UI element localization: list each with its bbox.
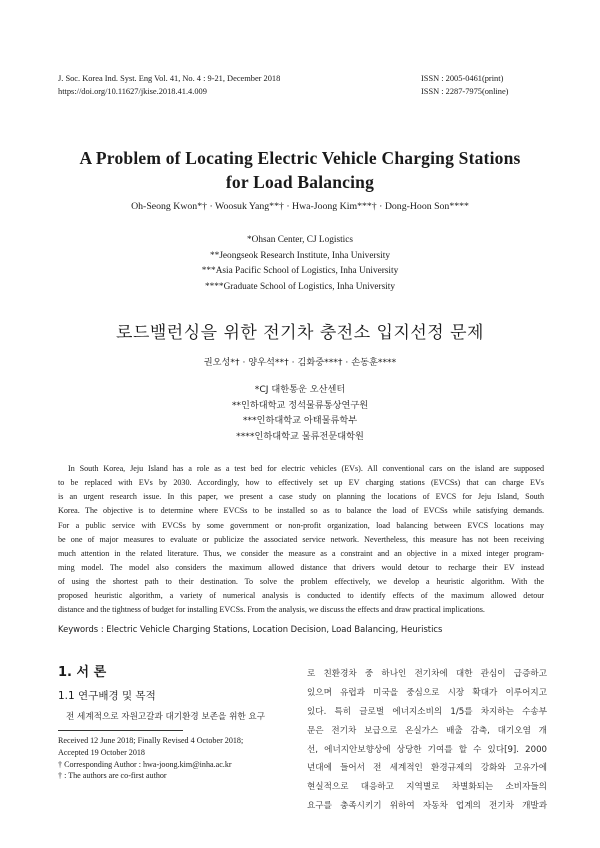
affiliation: *Ohsan Center, CJ Logistics (246, 235, 353, 245)
korean-title: 로드밸런싱을 위한 전기차 충전소 입지선정 문제 (116, 323, 484, 343)
body-line: 전 세계적으로 자원고갈과 대기환경 보존을 위한 요구 (66, 712, 266, 722)
body-line: 선, 에너지안보향상에 상당한 기여를 할 수 있다[9]. 2000 (307, 744, 547, 755)
section-heading: 1. 서 론 (58, 665, 107, 680)
footnote-line: Received 12 June 2018; Finally Revised 4 October 2018; (58, 736, 244, 745)
abstract-line: For a public service with EVCSs by some government or non-profit organization, load balancing between EVCS locations may (58, 520, 544, 530)
korean-affiliation: **인하대학교 정석물류통상연구원 (231, 399, 369, 411)
body-line: 문은 전기차 보급으로 온실가스 배출 감축, 대기오염 개 (307, 725, 547, 736)
abstract-line: to be replaced with EVs by 2030. Accordingly, how to effectively set up EV charging stations (EVCSs) that can charge EVs (58, 478, 544, 488)
paper-title-line-2: for Load Balancing (225, 172, 375, 192)
abstract-line: of using the shortest path to their destination. To solve the problem effectively, we develop a heuristic algorithm. With the (58, 577, 544, 587)
body-line: 요구를 충족시키기 위하여 자동차 업계의 전기차 개발과 (307, 801, 547, 812)
doi-link[interactable]: https://doi.org/10.11627/jkise.2018.41.4.009 (58, 86, 207, 96)
korean-author-list: 권오성*† · 양우석**† · 김화중***† · 손동훈**** (203, 357, 397, 368)
left-column-text (58, 710, 298, 722)
subsection-heading: 1.1 연구배경 및 목적 (58, 690, 156, 702)
footnote-line: † Corresponding Author : hwa-joong.kim@inha.ac.kr (58, 759, 232, 769)
footnotes (58, 735, 243, 782)
journal-citation: J. Soc. Korea Ind. Syst. Eng Vol. 41, No. 4 : 9-21, December 2018 (58, 74, 281, 83)
affiliation: ***Asia Pacific School of Logistics, Inha University (201, 266, 399, 276)
affiliation: ****Graduate School of Logistics, Inha University (204, 281, 396, 292)
footnote-line: † : The authors are co-first author (58, 771, 167, 781)
body-line: 현실적으로 대응하고 지역별로 차별화되는 소비자들의 (307, 782, 547, 793)
abstract-line: In South Korea, Jeju Island has a role as a test bed for electric vehicles (EVs). All conventional cars on the island are supposed (68, 464, 544, 473)
paper-title (0, 146, 600, 194)
body-line: 있으며 유럽과 미국을 중심으로 시장 확대가 이루어지고 (307, 687, 547, 698)
korean-affiliation-list (0, 382, 600, 444)
body-line: 년대에 들어서 전 세계적인 환경규제의 강화와 고유가에 (307, 763, 547, 774)
paper-title-line-1: A Problem of Locating Electric Vehicle Charging Stations (79, 148, 521, 168)
footnote-divider (58, 730, 183, 731)
affiliation: **Jeongseok Research Institute, Inha University (210, 250, 390, 261)
issn-print: ISSN : 2005-0461(print) (421, 74, 504, 83)
korean-affiliation: ***인하대학교 아태물류학부 (242, 415, 358, 427)
korean-affiliation: *CJ 대한통운 오산센터 (254, 384, 346, 395)
abstract-line: is an urgent research issue. In this paper, we present a case study on planning the locations of EVCS for Jeju Island, South (58, 492, 544, 502)
abstract-line: distance and the tightness of budget for installing EVCSs. From the analysis, we discuss the effects and draw practical implications. (58, 605, 485, 615)
body-line: 로 친환경차 중 하나인 전기차에 대한 관심이 급증하고 (307, 669, 547, 679)
affiliation-list (0, 233, 600, 295)
abstract-line: be one of major measures to evaluate or publicize the associated service network. Nevertheless, this measure has not been receiving (58, 534, 544, 544)
abstract (58, 462, 544, 618)
abstract-line: much attention in the related literature. Thus, we consider the measure as a constraint and an objective in a mixed integer program- (58, 548, 544, 558)
journal-header (58, 73, 280, 98)
keywords-text: : Electric Vehicle Charging Stations, Location Decision, Load Balancing, Heuristics (100, 624, 443, 634)
abstract-line: Korea. The objective is to determine where EVCSs to be installed so as to balance the load of EVCSs while satisfying demands. (58, 506, 544, 516)
issn-online: ISSN : 2287-7975(online) (421, 86, 509, 96)
author-list: Oh-Seong Kwon*† · Woosuk Yang**† · Hwa-Joong Kim***† · Dong-Hoon Son**** (131, 201, 469, 212)
right-column-text (307, 665, 547, 816)
abstract-line: proposed heuristic algorithm, a variety of numerical analysis is conducted to identify effects of the maximum allowed detour (58, 591, 544, 601)
abstract-line: ming model. The model also considers the maximum allowed distance that drivers would detour to recharge their EV instead (58, 562, 544, 572)
footnote-line: Accepted 19 October 2018 (58, 747, 145, 757)
korean-affiliation: ****인하대학교 물류전문대학원 (236, 430, 364, 442)
keywords (58, 624, 442, 634)
body-line: 있다. 특히 글로벌 에너지소비의 1/5를 차지하는 수송부 (307, 706, 547, 717)
keywords-label: Keywords (58, 624, 99, 634)
issn-block (421, 73, 508, 98)
